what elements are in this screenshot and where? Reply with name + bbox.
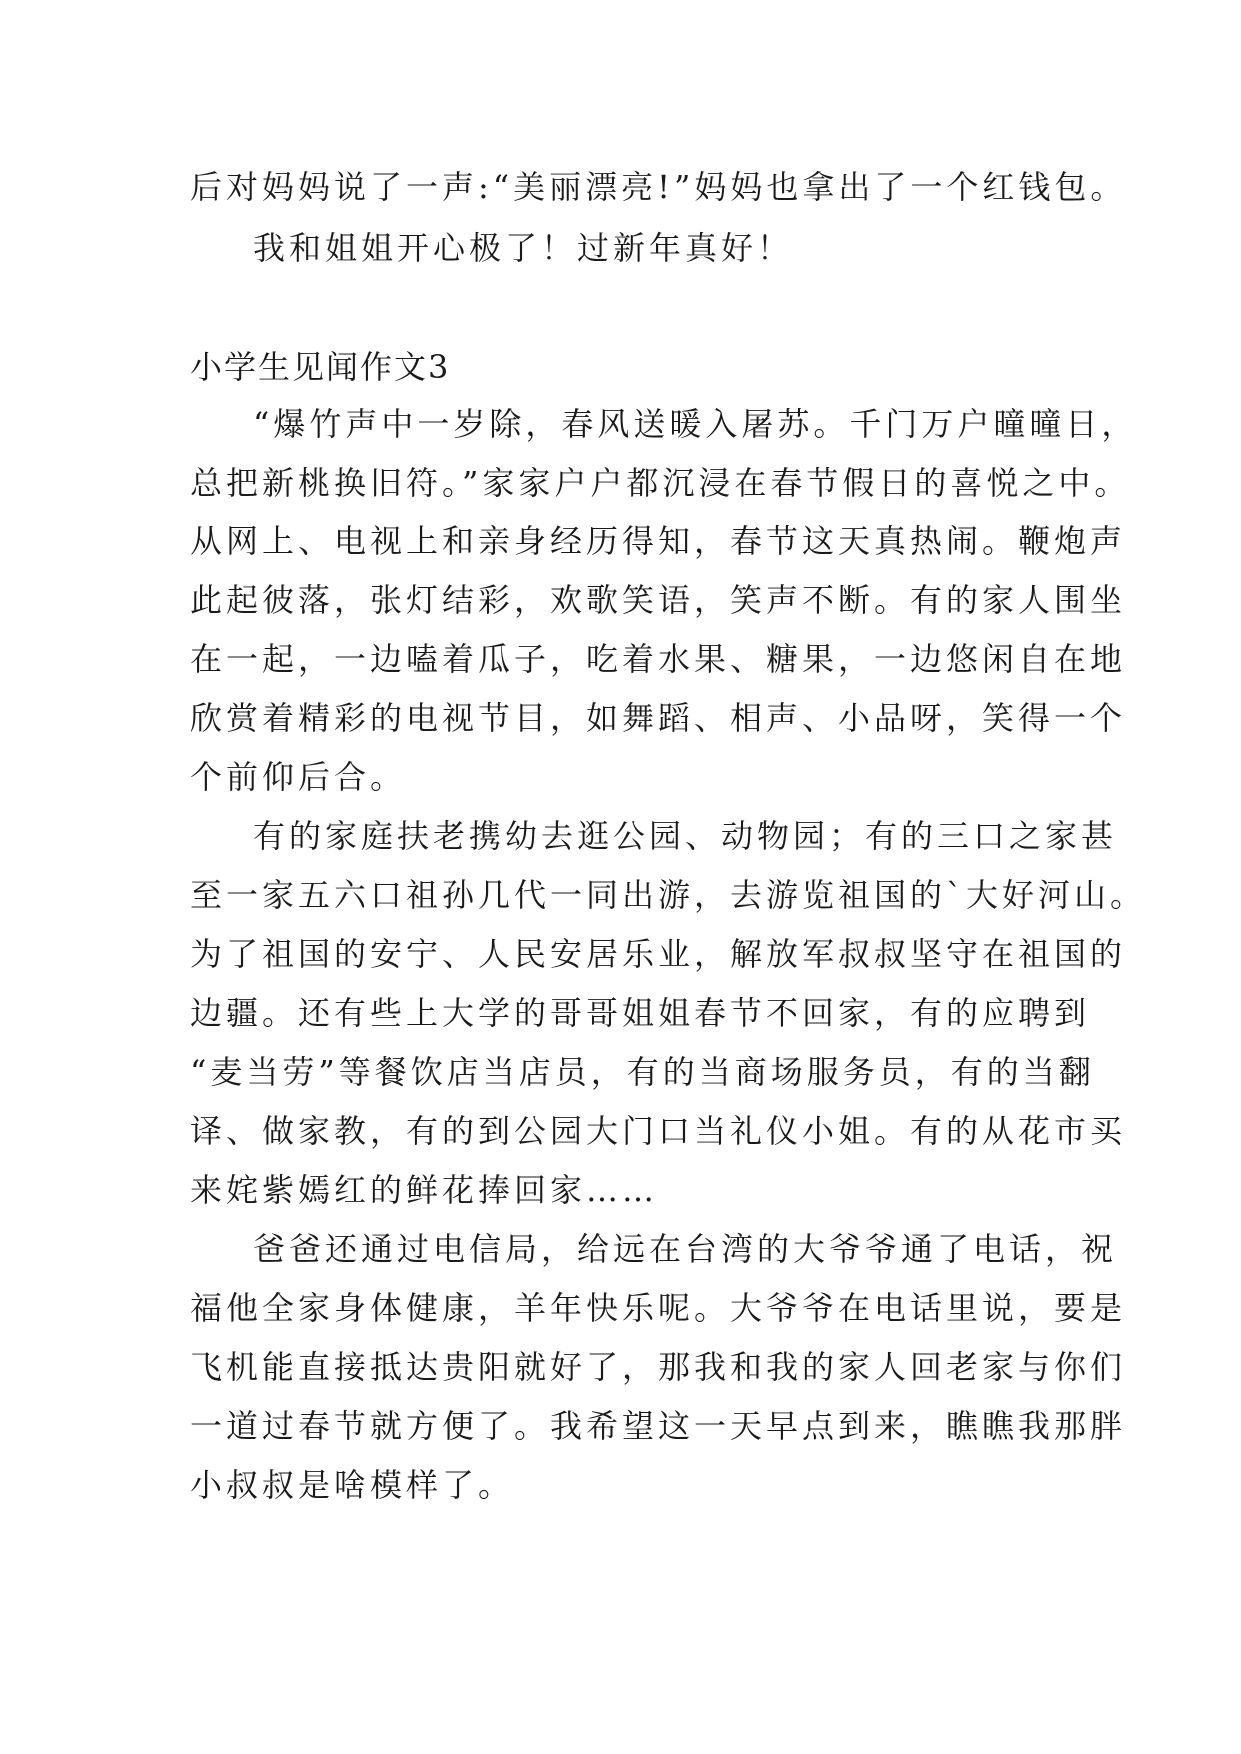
text-line: 个前仰后合。 (190, 758, 407, 796)
text-line: 欣赏着精彩的电视节目，如舞蹈、相声、小品呀，笑得一个 (190, 699, 1127, 737)
text-line: 至一家五六口祖孙几代一同出游，去游览祖国的`大好河山。 (190, 876, 1147, 914)
text-line: 飞机能直接抵达贵阳就好了，那我和我的家人回老家与你们 (190, 1348, 1127, 1386)
text-line: 我和姐姐开心极了！过新年真好！ (253, 229, 794, 267)
text-line: 爸爸还通过电信局，给远在台湾的大爷爷通了电话，祝 (253, 1230, 1118, 1268)
text-line: 小叔叔是啥模样了。 (190, 1466, 515, 1504)
text-line: 为了祖国的安宁、人民安居乐业，解放军叔叔坚守在祖国的 (190, 935, 1127, 973)
text-line: 在一起，一边嗑着瓜子，吃着水果、糖果，一边悠闲自在地 (190, 640, 1127, 678)
text-line: 此起彼落，张灯结彩，欢歌笑语，笑声不断。有的家人围坐 (190, 581, 1127, 619)
text-line: “麦当劳”等餐饮店当店员，有的当商场服务员，有的当翻 (190, 1053, 1095, 1091)
text-line: 边疆。还有些上大学的哥哥姐姐春节不回家，有的应聘到 (190, 994, 1091, 1032)
text-line: 后对妈妈说了一声:“美丽漂亮!”妈妈也拿出了一个红钱包。 (190, 168, 1127, 206)
text-line: 从网上、电视上和亲身经历得知，春节这天真热闹。鞭炮声 (190, 522, 1127, 560)
text-line: 有的家庭扶老携幼去逛公园、动物园；有的三口之家甚 (253, 817, 1118, 855)
section-heading: 小学生见闻作文3 (190, 348, 451, 386)
text-line: “爆竹声中一岁除，春风送暖入屠苏。千门万户曈曈日， (253, 405, 1138, 443)
text-line: 一道过春节就方便了。我希望这一天早点到来，瞧瞧我那胖 (190, 1407, 1127, 1445)
text-line: 福他全家身体健康，羊年快乐呢。大爷爷在电话里说，要是 (190, 1289, 1127, 1327)
text-line: 译、做家教，有的到公园大门口当礼仪小姐。有的从花市买 (190, 1112, 1127, 1150)
text-line: 总把新桃换旧符。”家家户户都沉浸在春节假日的喜悦之中。 (190, 464, 1131, 502)
text-line: 来姹紫嫣红的鲜花捧回家…… (190, 1171, 659, 1209)
